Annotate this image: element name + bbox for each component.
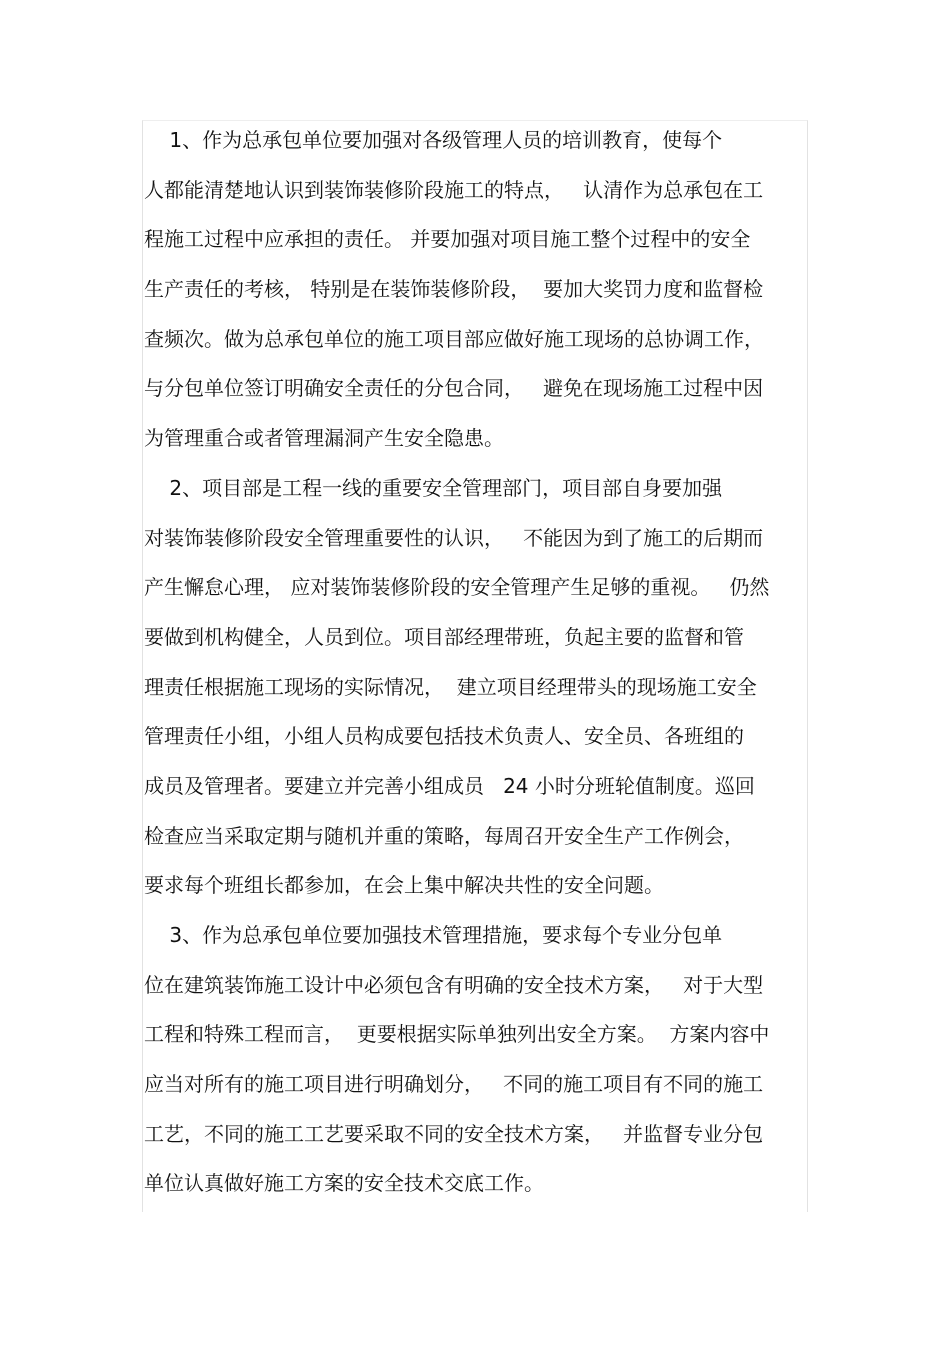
text-line: 单位认真做好施工方案的安全技术交底工作。 — [144, 1171, 544, 1196]
text-line: 位在建筑装饰施工设计中必须包含有明确的安全技术方案， 对于大型 — [144, 972, 764, 997]
text-line: 对装饰装修阶段安全管理重要性的认识， 不能因为到了施工的后期而 — [144, 525, 764, 550]
text-line: 2、项目部是工程一线的重要安全管理部门，项目部自身要加强 — [144, 475, 723, 500]
document-body — [144, 116, 808, 1209]
text-line: 产生懈怠心理， 应对装饰装修阶段的安全管理产生足够的重视。 仍然 — [144, 575, 770, 600]
text-line: 查频次。做为总承包单位的施工项目部应做好施工现场的总协调工作， — [144, 326, 764, 351]
text-line: 程施工过程中应承担的责任。 并要加强对项目施工整个过程中的安全 — [144, 227, 751, 252]
text-line: 管理责任小组，小组人员构成要包括技术负责人、安全员、各班组的 — [144, 724, 744, 749]
text-line: 成员及管理者。要建立并完善小组成员 24 小时分班轮值制度。巡回 — [144, 773, 755, 798]
text-line: 要求每个班组长都参加，在会上集中解决共性的安全问题。 — [144, 873, 664, 898]
text-line: 检查应当采取定期与随机并重的策略，每周召开安全生产工作例会， — [144, 823, 744, 848]
text-line: 人都能清楚地认识到装饰装修阶段施工的特点， 认清作为总承包在工 — [144, 177, 764, 202]
text-line: 生产责任的考核， 特别是在装饰装修阶段， 要加大奖罚力度和监督检 — [144, 277, 764, 302]
text-line: 工程和特殊工程而言， 更要根据实际单独列出安全方案。 方案内容中 — [144, 1022, 770, 1047]
text-line: 与分包单位签订明确安全责任的分包合同， 避免在现场施工过程中因 — [144, 376, 764, 401]
text-line: 要做到机构健全，人员到位。项目部经理带班，负起主要的监督和管 — [144, 624, 744, 649]
text-line: 工艺，不同的施工工艺要采取不同的安全技术方案， 并监督专业分包 — [144, 1121, 764, 1146]
text-line: 1、作为总承包单位要加强对各级管理人员的培训教育，使每个 — [144, 128, 723, 152]
text-line: 为管理重合或者管理漏洞产生安全隐患。 — [144, 426, 504, 451]
text-line: 理责任根据施工现场的实际情况， 建立项目经理带头的现场施工安全 — [144, 674, 757, 699]
text-line: 应当对所有的施工项目进行明确划分， 不同的施工项目有不同的施工 — [144, 1072, 764, 1097]
text-line: 3、作为总承包单位要加强技术管理措施，要求每个专业分包单 — [144, 923, 723, 947]
